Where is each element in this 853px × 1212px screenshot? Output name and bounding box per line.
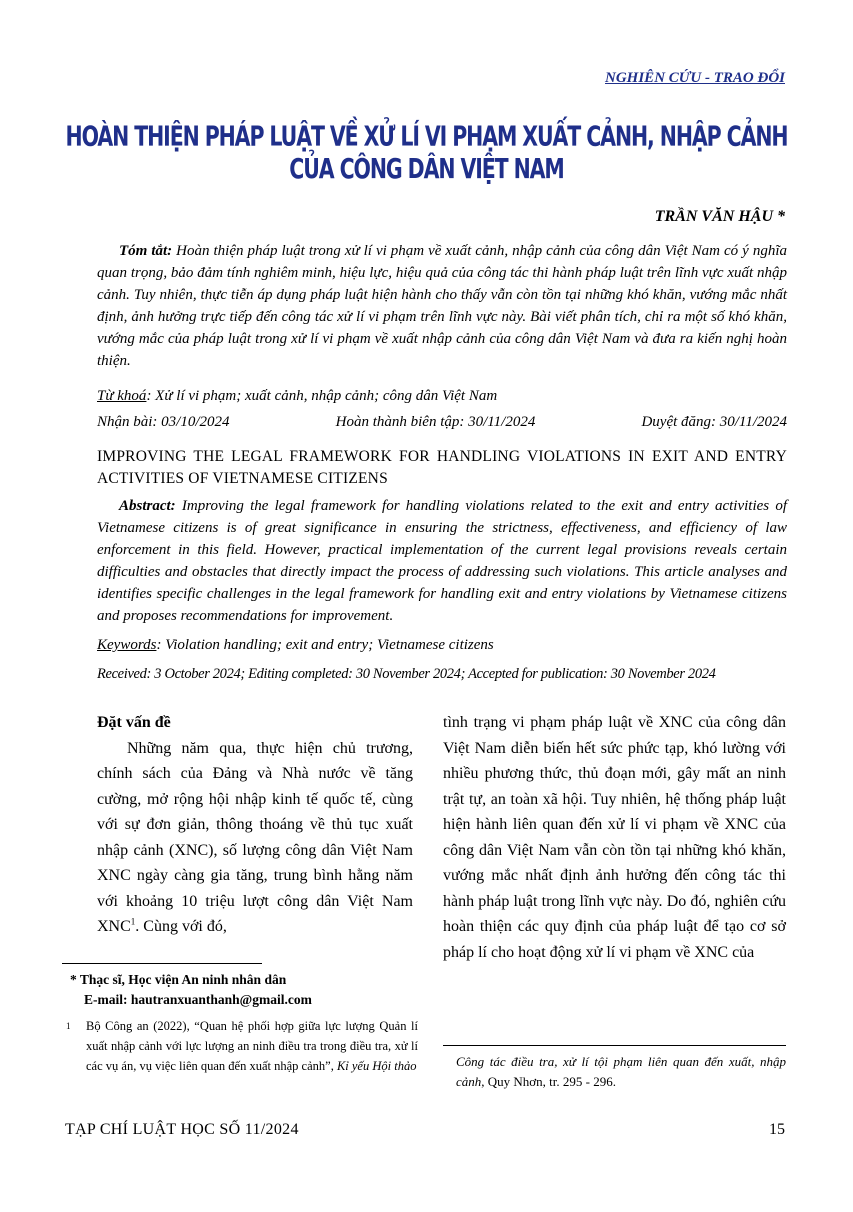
footnote-1-body: [86, 1016, 418, 1076]
en-keywords: [97, 634, 787, 656]
en-keywords-label: Keywords: [97, 637, 157, 653]
author: TRẦN VĂN HẬU *: [654, 208, 785, 225]
footnote-rule-left: [62, 963, 262, 964]
vn-abstract-text: Hoàn thiện pháp luật trong xử lí vi phạm về xuất cảnh, nhập cảnh của công dân Việt Nam có ý nghĩa quan trọng, bảo đảm tính nghiêm minh, hiệu lực, hiệu quả của công tác thi hành pháp luật trên lĩnh vực xuất nhập cảnh. Tuy nhiên, thực tiễn áp dụng pháp luật hiện hành cho thấy vẫn còn tồn tại những khó khăn, vướng mắc nhất định, ảnh hưởng trực tiếp đến công tác xử lí vi phạm trên lĩnh vực này. Bài viết phân tích, chỉ ra một số khó khăn, vướng mắc của pháp luật trong xử lí vi phạm về xuất nhập cảnh của công dân Việt Nam và đưa ra kiến nghị hoàn thiện.: [97, 243, 787, 369]
en-abstract: [97, 495, 787, 627]
english-title: IMPROVING THE LEGAL FRAMEWORK FOR HANDLING VIOLATIONS IN EXIT AND ENTRY ACTIVITIES OF VIETNAMESE CITIZENS: [97, 448, 787, 487]
intro-text-end: . Cùng với đó,: [135, 918, 227, 935]
vn-abstract: [97, 240, 787, 372]
intro-paragraph: [97, 736, 413, 940]
section-heading: Đặt vấn đề: [97, 714, 171, 731]
vn-dates: [97, 414, 787, 431]
footnote-1-cont-text: , Quy Nhơn, tr. 295 - 296.: [481, 1074, 616, 1089]
section-label: NGHIÊN CỨU - TRAO ĐỔI: [605, 70, 785, 86]
footnote-1-cont-italic: Công tác điều tra, xử lí tội phạm liên quan đến xuất, nhập cảnh: [456, 1054, 786, 1089]
author-footnote: [70, 970, 420, 1010]
author-affiliation: * Thạc sĩ, Học viện An ninh nhân dân: [70, 972, 287, 987]
intro-text: Những năm qua, thực hiện chủ trương, chính sách của Đảng và Nhà nước về tăng cường, mở rộng hội nhập kinh tế quốc tế, cùng với sự đơn giản, thông thoáng về thủ tục xuất nhập cảnh (XNC), số lượng công dân Việt Nam XNC ngày càng gia tăng, trung bình hằng năm với khoảng 10 triệu lượt công dân Việt Nam XNC: [97, 739, 413, 935]
en-abstract-label: Abstract:: [119, 498, 176, 514]
footnote-1-continued: [456, 1052, 786, 1092]
right-paragraph: tình trạng vi phạm pháp luật về XNC của công dân Việt Nam diễn biến hết sức phức tạp, khó lường với nhiều phương thức, thủ đoạn mới, gây mất an ninh trật tự, an toàn xã hội. Tuy nhiên, hệ thống pháp luật hiện hành liên quan đến xử lí vi phạm về XNC của công dân Việt Nam vẫn còn tồn tại những khó khăn, vướng mắc nhất định ảnh hưởng đến công tác thi hành pháp luật trong lĩnh vực này. Do đó, nghiên cứu hoàn thiện các quy định của pháp luật để tạo cơ sở pháp lí cho hoạt động xử lí vi phạm về XNC của: [443, 714, 786, 961]
page-number: 15: [769, 1121, 785, 1138]
footnote-1-text: Bộ Công an (2022), “Quan hệ phối hợp giữa lực lượng Quản lí xuất nhập cảnh với lực lượng an ninh điều tra trong điều tra, xử lí các vụ án, vụ việc liên quan đến xuất nhập cảnh”,: [86, 1019, 418, 1073]
en-dates: Received: 3 October 2024; Editing completed: 30 November 2024; Accepted for publication: 30 November 2024: [97, 666, 716, 682]
vn-abstract-label: Tóm tắt:: [119, 243, 173, 259]
footnote-1-italic: Kỉ yếu Hội thảo: [336, 1059, 417, 1073]
footnote-rule-right: [443, 1045, 786, 1046]
en-keywords-text: : Violation handling; exit and entry; Vietnamese citizens: [156, 637, 494, 653]
footnote-1-mark: 1: [66, 1021, 71, 1031]
footnote-ref-1[interactable]: 1: [130, 916, 136, 927]
author-email: E-mail: hautranxuanthanh@gmail.com: [84, 992, 312, 1007]
vn-keywords-label: Từ khoá: [97, 388, 147, 404]
journal-footer: TẠP CHÍ LUẬT HỌC SỐ 11/2024: [65, 1121, 299, 1138]
left-column: [97, 710, 413, 940]
right-column: [443, 710, 786, 965]
article-title: HOÀN THIỆN PHÁP LUẬT VỀ XỬ LÍ VI PHẠM XUẤT CẢNH, NHẬP CẢNH CỦA CÔNG DÂN VIỆT NAM: [65, 120, 788, 185]
vn-keywords-text: : Xử lí vi phạm; xuất cảnh, nhập cảnh; công dân Việt Nam: [146, 388, 498, 404]
vn-keywords: [97, 385, 787, 407]
vn-edited: Hoàn thành biên tập: 30/11/2024: [335, 414, 536, 430]
footnote-1: [66, 1016, 418, 1076]
vn-accepted: Duyệt đăng: 30/11/2024: [641, 414, 787, 430]
vn-received: Nhận bài: 03/10/2024: [97, 414, 230, 430]
en-abstract-text: Improving the legal framework for handling violations related to the exit and entry activities of Vietnamese citizens is of great significance in ensuring the strictness, effectiveness, and efficiency of law enforcement in this field. However, practical implementation of the current legal provisions reveals certain difficulties and obstacles that directly impact the process of addressing such violations. This article analyses and identifies specific challenges in the legal framework for handling exit and entry violations by Vietnamese citizens and proposes recommendations for improvement.: [97, 498, 788, 624]
